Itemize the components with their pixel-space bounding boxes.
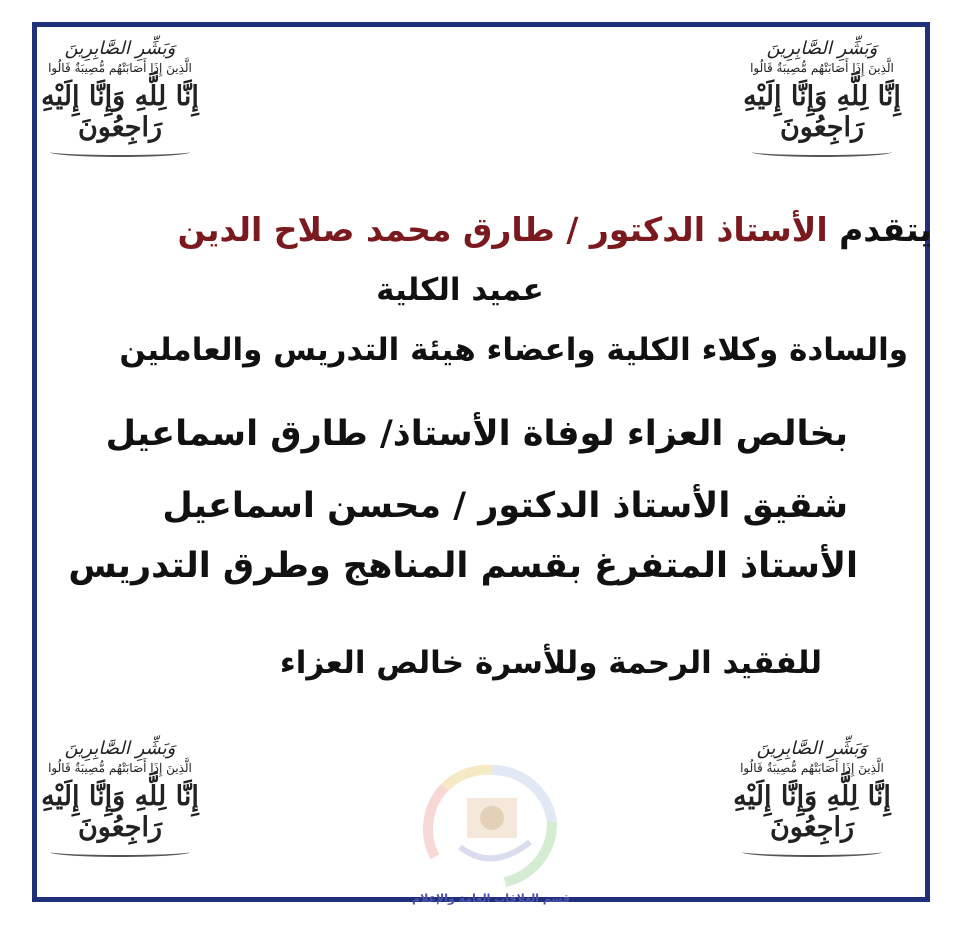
- calligraphy-line-2: الَّذِينَ إِذَا أَصَابَتْهُم مُّصِيبَةٌ قَالُوا: [740, 761, 884, 775]
- calligraphy-line-3: إِنَّا لِلَّهِ وَإِنَّا إِلَيْهِ رَاجِعُونَ: [41, 81, 199, 143]
- sender-role: عميد الكلية: [376, 272, 544, 308]
- staff-line: والسادة وكلاء الكلية واعضاء هيئة التدريس والعاملين: [119, 332, 908, 368]
- calligraphy-line-3: إِنَّا لِلَّهِ وَإِنَّا إِلَيْهِ رَاجِعُونَ: [743, 81, 901, 143]
- logo-caption: قسم العلاقات العامة والإعلام: [412, 892, 570, 905]
- calligraphy-line-2: الَّذِينَ إِذَا أَصَابَتْهُم مُّصِيبَةٌ قَالُوا: [750, 61, 894, 75]
- condolence-line: بخالص العزاء لوفاة الأستاذ/ طارق اسماعيل: [105, 414, 848, 454]
- calligraphy-line-3: إِنَّا لِلَّهِ وَإِنَّا إِلَيْهِ رَاجِعُونَ: [733, 781, 891, 843]
- flourish-ornament: [742, 847, 882, 857]
- calligraphy-line-2: الَّذِينَ إِذَا أَصَابَتْهُم مُّصِيبَةٌ قَالُوا: [48, 761, 192, 775]
- notice-intro: يتقدم: [839, 210, 932, 249]
- prayer-line: للفقيد الرحمة وللأسرة خالص العزاء: [279, 645, 822, 681]
- calligraphy-line-2: الَّذِينَ إِذَا أَصَابَتْهُم مُّصِيبَةٌ قَالُوا: [48, 61, 192, 75]
- sender-name: الأستاذ الدكتور / طارق محمد صلاح الدين: [177, 210, 828, 249]
- calligraphy-line-3: إِنَّا لِلَّهِ وَإِنَّا إِلَيْهِ رَاجِعُونَ: [41, 781, 199, 843]
- calligraphy-top-right: [722, 38, 922, 157]
- notice-title: [110, 210, 932, 249]
- department-line: الأستاذ المتفرغ بقسم المناهج وطرق التدريس: [68, 546, 858, 586]
- watermark-logo: [405, 762, 580, 892]
- calligraphy-top-left: [20, 38, 220, 157]
- calligraphy-line-1: وَبَشِّرِ الصَّابِرِينَ: [766, 38, 878, 59]
- flourish-ornament: [50, 147, 190, 157]
- flourish-ornament: [752, 147, 892, 157]
- calligraphy-bottom-left: [20, 738, 220, 857]
- calligraphy-bottom-right: [712, 738, 912, 857]
- calligraphy-line-1: وَبَشِّرِ الصَّابِرِينَ: [756, 738, 868, 759]
- relation-line: شقيق الأستاذ الدكتور / محسن اسماعيل: [162, 486, 848, 526]
- calligraphy-line-1: وَبَشِّرِ الصَّابِرِينَ: [64, 38, 176, 59]
- calligraphy-line-1: وَبَشِّرِ الصَّابِرِينَ: [64, 738, 176, 759]
- flourish-ornament: [50, 847, 190, 857]
